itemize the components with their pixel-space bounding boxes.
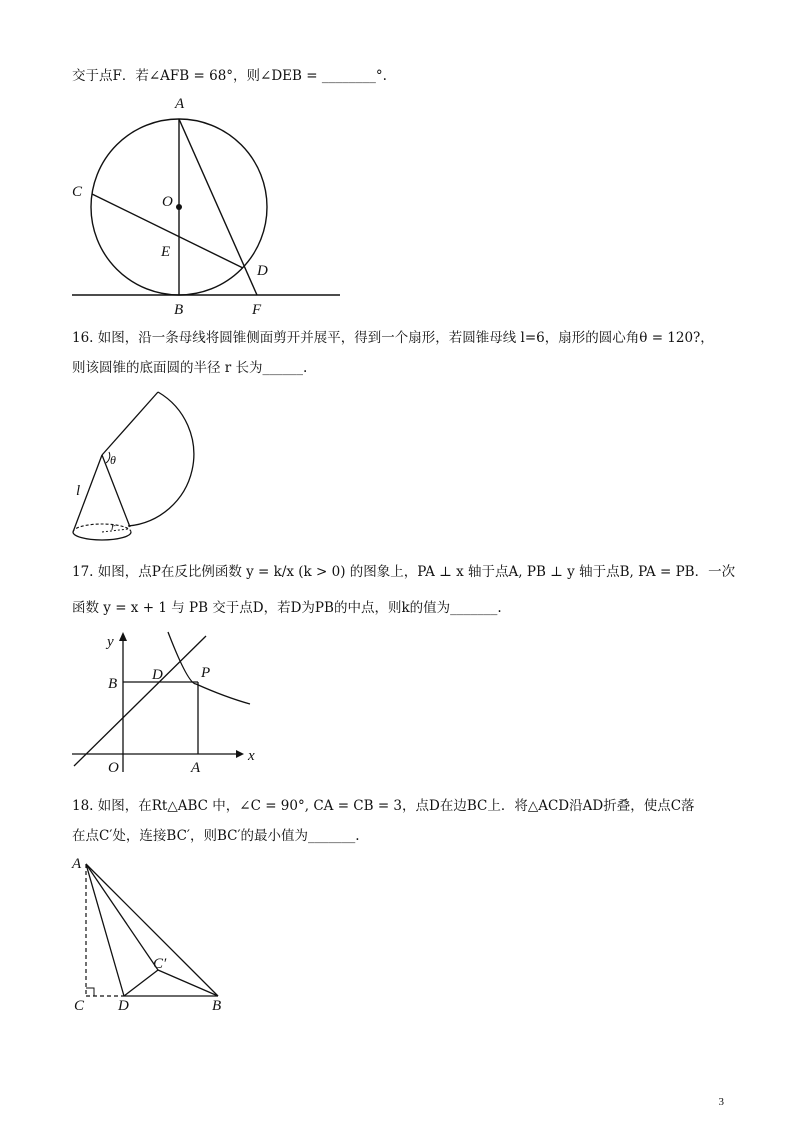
q17-label-a: A [191,760,201,776]
q16-cone-base-back [73,524,131,532]
q16-label-theta: θ [110,453,116,467]
q15-label-o: O [162,194,173,210]
q18-side-ab [86,864,218,996]
q18-side-ac1 [86,864,158,970]
q15-center-dot [176,204,182,210]
q16-text-line1: 16. 如图，沿一条母线将圆锥侧面剪开并展平，得到一个扇形，若圆锥母线 l=6，扇形的圆心角θ = 120?， [72,330,714,346]
q18-right-angle-mark [86,988,94,996]
q15-line-af [179,119,257,295]
q15-label-a: A [175,96,185,112]
q16-label-r: r [111,521,116,533]
q17-figure [60,622,270,782]
q15-label-c: C [72,184,83,200]
q16-sector-arc [128,392,194,526]
q15-label-d: D [257,263,268,279]
q15-label-e: E [161,244,171,260]
q16-figure [60,382,210,552]
q17-text-line2: 函数 y = x + 1 与 PB 交于点D，若D为PB的中点，则k的值为_______. [72,600,502,616]
q17-label-x: x [248,748,255,764]
q15-label-f: F [252,302,262,318]
q18-text-line2: 在点C′处，连接BC′，则BC′的最小值为_______. [72,828,360,844]
page-number: 3 [718,1096,724,1108]
q18-label-d: D [118,998,129,1014]
q16-text-line2: 则该圆锥的底面圆的半径 r 长为______. [72,360,308,376]
q17-label-d: D [152,667,163,683]
q18-text-line1: 18. 如图，在Rt△ABC 中，∠C = 90°, CA = CB = 3，点D在边BC上．将△ACD沿AD折叠，使点C落 [72,798,695,814]
q18-figure [60,850,250,1015]
q15-figure [60,90,360,320]
q17-label-y: y [107,634,114,650]
q16-cone-right-edge [102,455,130,527]
q18-label-c: C [74,998,85,1014]
q17-label-p: P [201,665,211,681]
q15-label-b: B [174,302,184,318]
q17-linear-function [74,636,206,766]
q16-label-l: l [76,483,81,499]
q18-label-c1: C′ [153,956,167,972]
q17-text-line1: 17. 如图，点P在反比例函数 y = k/x (k > 0) 的图象上，PA ⊥ x 轴于点A, PB ⊥ y 轴于点B, PA = PB．一次 [72,564,736,580]
q17-x-axis-arrow [236,750,244,758]
q18-side-dc1 [124,970,158,996]
q16-cone-base-front [73,532,131,540]
q16-sector-radius [102,392,158,455]
q18-segment-bc1 [158,970,218,996]
q18-label-b: B [212,998,222,1014]
q15-text-tail: 交于点F．若∠AFB = 68°，则∠DEB = ________°. [72,68,387,84]
q17-label-o: O [108,760,119,776]
q17-label-b: B [108,676,118,692]
q17-y-axis-arrow [119,632,127,641]
q18-label-a: A [72,856,82,872]
